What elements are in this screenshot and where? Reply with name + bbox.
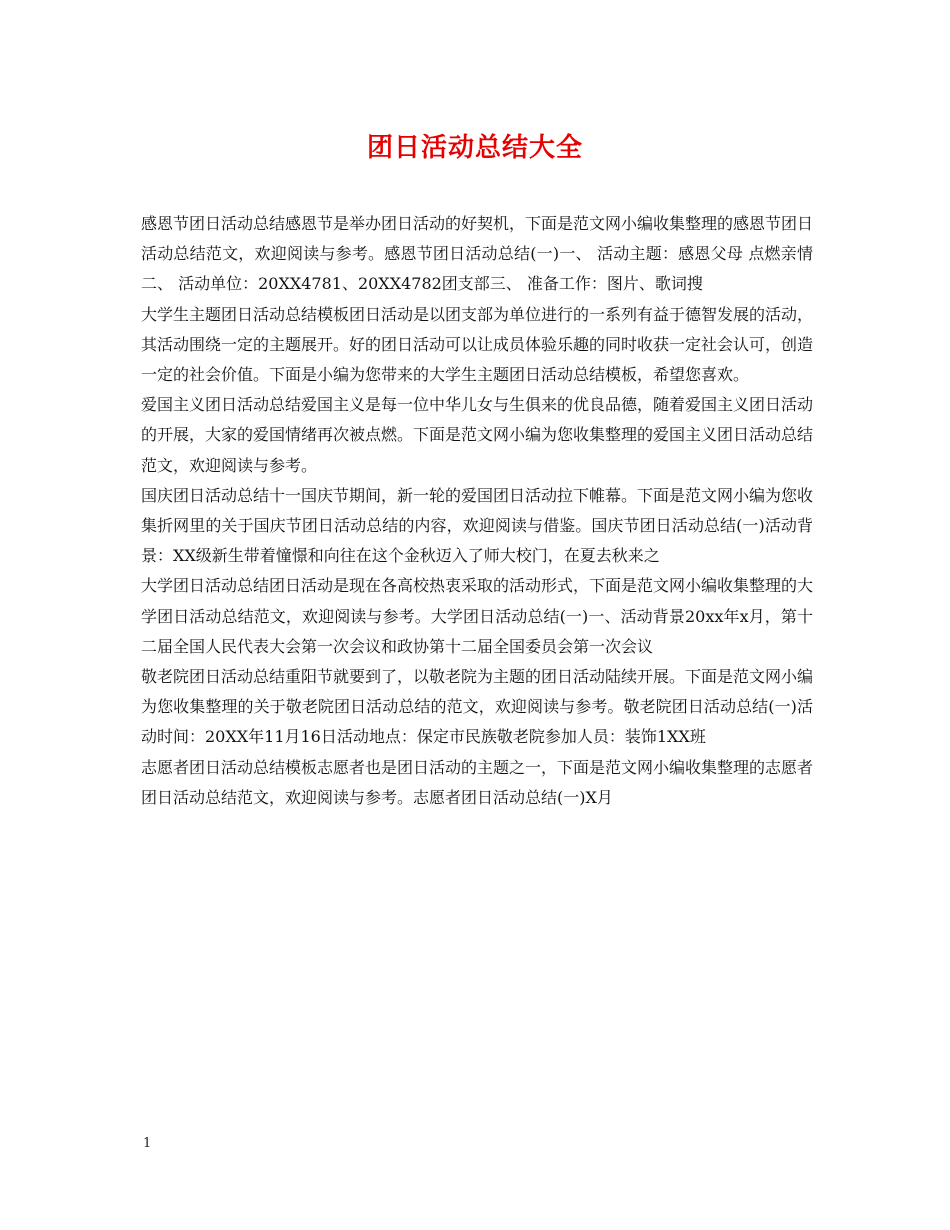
paragraph-volunteer: 志愿者团日活动总结模板志愿者也是团日活动的主题之一，下面是范文网小编收集整理的志愿者团日活动总结范文，欢迎阅读与参考。志愿者团日活动总结(一)X月 bbox=[141, 757, 814, 807]
paragraph-university: 大学团日活动总结团日活动是现在各高校热衷采取的活动形式，下面是范文网小编收集整理的大学团日活动总结范文，欢迎阅读与参考。大学团日活动总结(一)一、活动背景20xx年x月，第十二届全国人民代表大会第一次会议和政协第十二届全国委员会第一次会议 bbox=[141, 576, 814, 656]
paragraph-patriotism: 爱国主义团日活动总结爱国主义是每一位中华儿女与生俱来的优良品德，随着爱国主义团日活动的开展，大家的爱国情绪再次被点燃。下面是范文网小编为您收集整理的爱国主义团日活动总结范文，欢迎阅读与参考。 bbox=[141, 395, 814, 475]
paragraph-thanksgiving: 感恩节团日活动总结感恩节是举办团日活动的好契机，下面是范文网小编收集整理的感恩节团日活动总结范文，欢迎阅读与参考。感恩节团日活动总结(一)一、 活动主题：感恩父母 点燃亲情二、 活动单位：20XX4781、20XX4782团支部三、 准备工作：图片、歌词搜 bbox=[141, 214, 814, 294]
paragraph-college-student-theme: 大学生主题团日活动总结模板团日活动是以团支部为单位进行的一系列有益于德智发展的活动，其活动围绕一定的主题展开。好的团日活动可以让成员体验乐趣的同时收获一定社会认可，创造一定的社会价值。下面是小编为您带来的大学生主题团日活动总结模板，希望您喜欢。 bbox=[141, 304, 814, 385]
document-body bbox=[141, 209, 813, 813]
page-number: 1 bbox=[143, 1136, 152, 1151]
paragraph-national-day: 国庆团日活动总结十一国庆节期间，新一轮的爱国团日活动拉下帷幕。下面是范文网小编为您收集折网里的关于国庆节团日活动总结的内容，欢迎阅读与借鉴。国庆节团日活动总结(一)活动背景：XX级新生带着憧憬和向往在这个金秋迈入了师大校门，在夏去秋来之 bbox=[141, 485, 814, 566]
paragraph-nursing-home: 敬老院团日活动总结重阳节就要到了，以敬老院为主题的团日活动陆续开展。下面是范文网小编为您收集整理的关于敬老院团日活动总结的范文，欢迎阅读与参考。敬老院团日活动总结(一)活动时间：20XX年11月16日活动地点：保定市民族敬老院参加人员：装饰1XX班 bbox=[141, 667, 814, 747]
document-title: 团日活动总结大全 bbox=[366, 133, 583, 163]
